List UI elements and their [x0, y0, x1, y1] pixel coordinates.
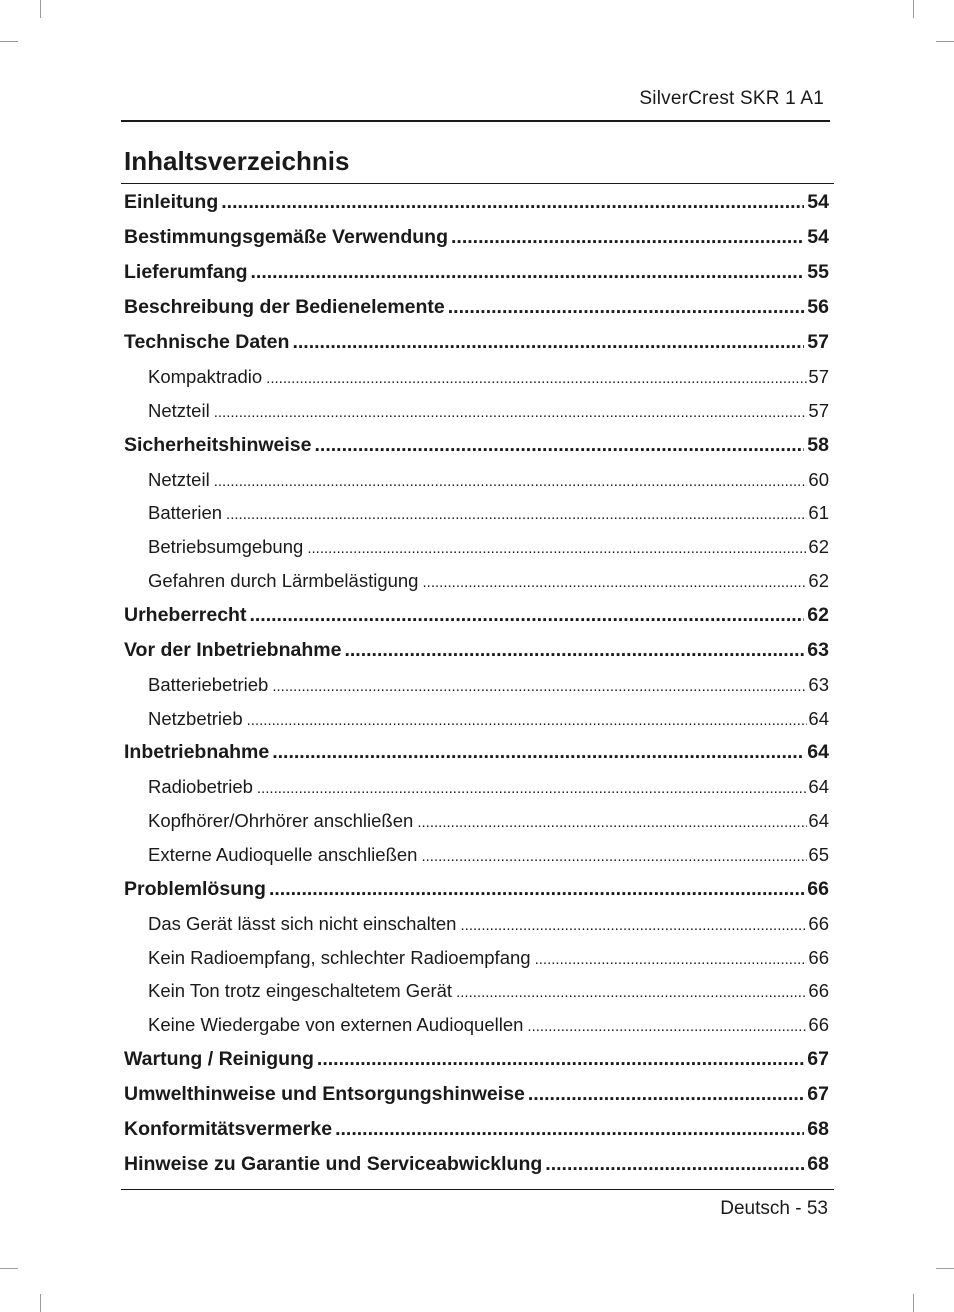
toc-section[interactable] — [124, 255, 829, 290]
toc-entry-page: 64 — [808, 810, 829, 832]
toc-entry-page: 66 — [808, 912, 829, 934]
toc-entry-label: Radiobetrieb — [148, 776, 253, 798]
toc-subsection[interactable] — [124, 974, 829, 1008]
toc-entry-label: Kopfhörer/Ohrhörer anschließen — [148, 810, 414, 832]
toc-entry-page: 68 — [807, 1117, 829, 1140]
toc-subsection[interactable] — [124, 1008, 829, 1042]
toc-leader-dots — [528, 1077, 804, 1112]
toc-entry-page: 61 — [808, 502, 829, 524]
toc-leader-dots — [545, 1147, 804, 1182]
toc-entry-label: Hinweise zu Garantie und Serviceabwicklung — [124, 1152, 543, 1175]
toc-entry-page: 66 — [807, 877, 829, 900]
toc-leader-dots — [456, 976, 807, 1008]
toc-entry-page: 54 — [807, 226, 829, 248]
toc-entry-label: Externe Audioquelle anschließen — [148, 843, 418, 865]
toc-leader-dots — [214, 396, 808, 428]
toc-entry-label: Netzteil — [148, 399, 210, 421]
crop-mark — [936, 41, 954, 42]
toc-entry-label: Problemlösung — [124, 877, 266, 900]
toc-subsection[interactable] — [124, 702, 829, 736]
toc-entry-label: Batteriebetrieb — [148, 673, 269, 695]
toc-leader-dots — [421, 840, 807, 872]
toc-section[interactable] — [124, 325, 829, 360]
toc-entry-label: Beschreibung der Bedienelemente — [124, 296, 445, 318]
toc-section[interactable] — [124, 1112, 829, 1147]
toc-entry-page: 67 — [807, 1047, 829, 1070]
toc-leader-dots — [226, 498, 807, 530]
toc-subsection[interactable] — [124, 941, 829, 975]
title-divider — [121, 183, 834, 184]
toc-leader-dots — [527, 1010, 807, 1042]
toc-entry-label: Wartung / Reinigung — [124, 1047, 314, 1070]
toc-section[interactable] — [124, 1147, 829, 1182]
toc-entry-page: 57 — [808, 366, 829, 387]
crop-mark — [0, 41, 18, 42]
toc-leader-dots — [451, 220, 804, 255]
toc-section[interactable] — [124, 220, 829, 255]
toc-leader-dots — [448, 290, 805, 325]
toc-entry-label: Urheberrecht — [124, 603, 247, 626]
toc-leader-dots — [335, 1112, 804, 1147]
toc-entry-label: Inbetriebnahme — [124, 741, 270, 764]
toc-entry-page: 64 — [808, 776, 829, 798]
toc-subsection[interactable] — [124, 394, 829, 428]
crop-mark — [913, 0, 914, 18]
toc-section[interactable] — [124, 1077, 829, 1112]
toc-entry-page: 67 — [807, 1082, 829, 1105]
toc-entry-label: Gefahren durch Lärmbelästigung — [148, 569, 419, 591]
toc-entry-page: 63 — [808, 673, 829, 695]
toc-subsection[interactable] — [124, 463, 829, 497]
toc-entry-label: Batterien — [148, 502, 223, 524]
table-of-contents — [124, 185, 829, 1182]
toc-leader-dots — [251, 255, 805, 290]
toc-entry-label: Netzteil — [148, 468, 210, 490]
header-product-name: SilverCrest SKR 1 A1 — [639, 88, 824, 109]
crop-mark — [913, 1294, 914, 1312]
toc-leader-dots — [257, 772, 808, 804]
toc-entry-label: Keine Wiedergabe von externen Audioquellen — [148, 1014, 524, 1036]
toc-section[interactable] — [124, 598, 829, 633]
toc-entry-page: 66 — [808, 946, 829, 968]
toc-leader-dots — [266, 362, 807, 394]
toc-entry-label: Vor der Inbetriebnahme — [124, 638, 342, 661]
toc-entry-page: 68 — [807, 1152, 829, 1175]
toc-leader-dots — [460, 909, 807, 941]
toc-subsection[interactable] — [124, 496, 829, 530]
page-title: Inhaltsverzeichnis — [124, 146, 350, 176]
crop-mark — [40, 1294, 41, 1312]
toc-entry-page: 66 — [808, 1014, 829, 1036]
toc-entry-page: 57 — [808, 399, 829, 421]
toc-entry-page: 65 — [808, 843, 829, 865]
toc-leader-dots — [221, 185, 804, 220]
toc-entry-page: 62 — [808, 569, 829, 591]
toc-subsection[interactable] — [124, 838, 829, 872]
toc-entry-page: 56 — [807, 296, 829, 318]
toc-entry-page: 55 — [807, 261, 829, 283]
footer-divider — [121, 1189, 834, 1190]
toc-leader-dots — [272, 735, 804, 770]
toc-entry-page: 63 — [807, 638, 829, 661]
toc-entry-page: 60 — [808, 468, 829, 490]
toc-leader-dots — [417, 806, 807, 838]
toc-subsection[interactable] — [124, 530, 829, 564]
toc-entry-label: Konformitätsvermerke — [124, 1117, 333, 1140]
toc-subsection[interactable] — [124, 804, 829, 838]
toc-subsection[interactable] — [124, 770, 829, 804]
toc-entry-label: Einleitung — [124, 191, 219, 213]
toc-entry-page: 64 — [808, 707, 829, 729]
crop-mark — [936, 1268, 954, 1269]
toc-entry-page: 58 — [807, 433, 829, 456]
toc-leader-dots — [249, 598, 804, 633]
toc-leader-dots — [307, 532, 807, 564]
toc-subsection[interactable] — [124, 907, 829, 941]
toc-entry-label: Betriebsumgebung — [148, 536, 304, 558]
toc-section[interactable] — [124, 185, 829, 220]
toc-section[interactable] — [124, 428, 829, 463]
toc-entry-label: Technische Daten — [124, 331, 290, 353]
toc-section[interactable] — [124, 872, 829, 907]
toc-section[interactable] — [124, 290, 829, 325]
toc-entry-label: Das Gerät lässt sich nicht einschalten — [148, 912, 457, 934]
toc-section[interactable] — [124, 1042, 829, 1077]
toc-section[interactable] — [124, 735, 829, 770]
toc-entry-label: Netzbetrieb — [148, 707, 243, 729]
toc-entry-label: Kein Radioempfang, schlechter Radioempfang — [148, 946, 531, 968]
toc-entry-page: 62 — [808, 536, 829, 558]
toc-leader-dots — [214, 465, 808, 497]
toc-leader-dots — [247, 704, 808, 736]
toc-section[interactable] — [124, 633, 829, 668]
crop-mark — [40, 0, 41, 18]
toc-subsection[interactable] — [124, 668, 829, 702]
toc-leader-dots — [292, 325, 804, 360]
toc-leader-dots — [317, 1042, 804, 1077]
footer-page-number: Deutsch - 53 — [720, 1198, 828, 1219]
toc-entry-label: Kompaktradio — [148, 366, 263, 387]
header-divider — [121, 120, 830, 122]
toc-leader-dots — [272, 670, 807, 702]
toc-leader-dots — [422, 566, 807, 598]
toc-leader-dots — [269, 872, 804, 907]
toc-entry-label: Bestimmungsgemäße Verwendung — [124, 226, 448, 248]
toc-entry-page: 66 — [808, 980, 829, 1002]
toc-entry-label: Sicherheitshinweise — [124, 433, 312, 456]
toc-entry-label: Kein Ton trotz eingeschaltetem Gerät — [148, 980, 453, 1002]
toc-entry-page: 62 — [807, 603, 829, 626]
toc-entry-page: 57 — [807, 331, 829, 353]
toc-entry-label: Lieferumfang — [124, 261, 248, 283]
toc-leader-dots — [315, 428, 805, 463]
toc-subsection[interactable] — [124, 360, 829, 394]
crop-mark — [0, 1268, 18, 1269]
toc-entry-page: 64 — [807, 741, 829, 764]
toc-leader-dots — [344, 633, 804, 668]
toc-entry-page: 54 — [807, 191, 829, 213]
toc-subsection[interactable] — [124, 564, 829, 598]
toc-leader-dots — [535, 943, 808, 975]
toc-entry-label: Umwelthinweise und Entsorgungshinweise — [124, 1082, 525, 1105]
